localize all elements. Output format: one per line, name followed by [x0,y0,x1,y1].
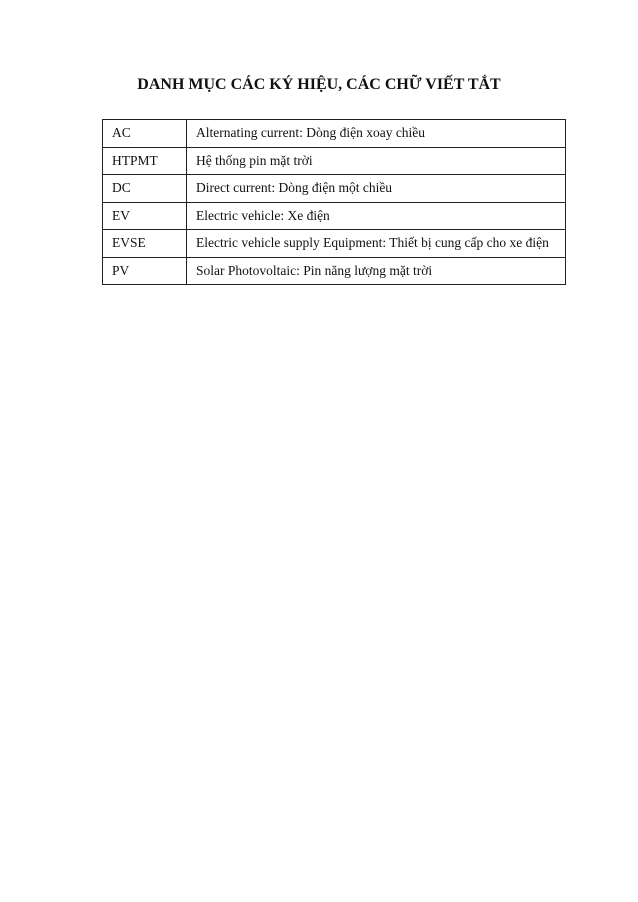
abbreviation-code: HTPMT [103,147,187,175]
abbreviation-description: Direct current: Dòng điện một chiều [187,175,566,203]
abbreviation-table [102,119,566,285]
abbreviation-code: EVSE [103,230,187,258]
abbreviation-code: EV [103,202,187,230]
abbreviation-description: Electric vehicle: Xe điện [187,202,566,230]
abbreviation-code: AC [103,120,187,148]
table-row [103,257,566,285]
table-row [103,120,566,148]
table-row [103,230,566,258]
abbreviation-description: Electric vehicle supply Equipment: Thiết bị cung cấp cho xe điện [187,230,566,258]
table-row [103,147,566,175]
abbreviation-description: Alternating current: Dòng điện xoay chiều [187,120,566,148]
page-title: DANH MỤC CÁC KÝ HIỆU, CÁC CHỮ VIẾT TẮT [137,76,501,93]
abbreviation-code: DC [103,175,187,203]
abbreviation-description: Hệ thống pin mặt trời [187,147,566,175]
table-row [103,202,566,230]
abbreviation-code: PV [103,257,187,285]
table-row [103,175,566,203]
abbreviation-description: Solar Photovoltaic: Pin năng lượng mặt trời [187,257,566,285]
